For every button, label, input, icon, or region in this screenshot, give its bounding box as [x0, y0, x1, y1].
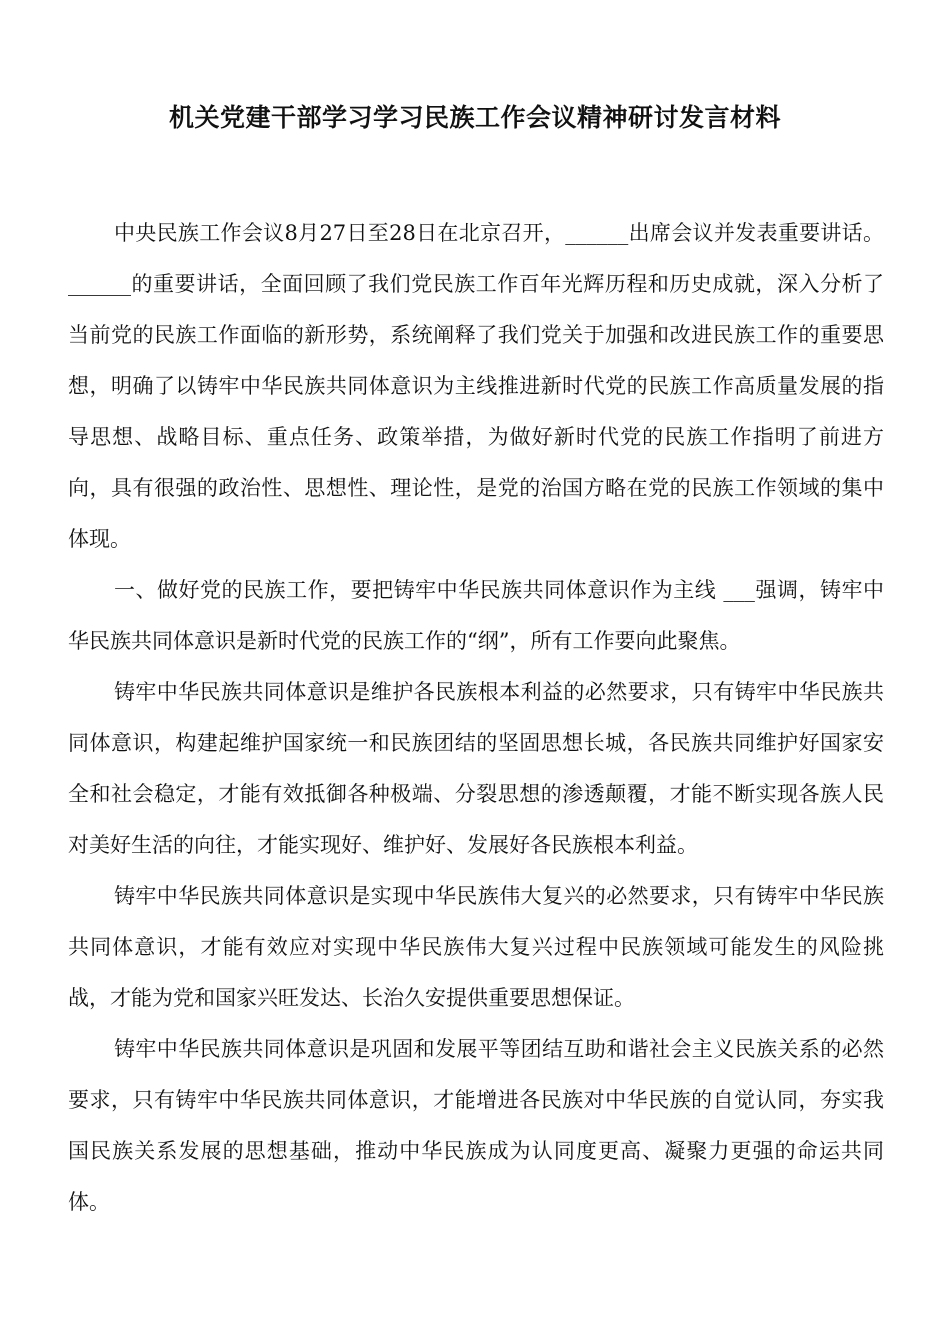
- paragraph-fundamental-interests: 铸牢中华民族共同体意识是维护各民族根本利益的必然要求，只有铸牢中华民族共同体意识，构建起维护国家统一和民族团结的坚固思想长城，各民族共同维护好国家安全和社会稳定，才能有效抵御各种极端、分裂思想的渗透颠覆，才能不断实现各族人民对美好生活的向往，才能实现好、维护好、发展好各民族根本利益。: [68, 680, 884, 857]
- document-body: [68, 208, 884, 1228]
- paragraph-national-rejuvenation: 铸牢中华民族共同体意识是实现中华民族伟大复兴的必然要求，只有铸牢中华民族共同体意识，才能有效应对实现中华民族伟大复兴过程中民族领域可能发生的风险挑战，才能为党和国家兴旺发达、长治久安提供重要思想保证。: [68, 884, 884, 1010]
- paragraph-ethnic-relations: 铸牢中华民族共同体意识是巩固和发展平等团结互助和谐社会主义民族关系的必然要求，只有铸牢中华民族共同体意识，才能增进各民族对中华民族的自觉认同，夯实我国民族关系发展的思想基础，推动中华民族成为认同度更高、凝聚力更强的命运共同体。: [68, 1037, 884, 1214]
- paragraph-intro: 中央民族工作会议8月27日至28日在北京召开，______出席会议并发表重要讲话。______的重要讲话，全面回顾了我们党民族工作百年光辉历程和历史成就，深入分析了当前党的民族工作面临的新形势，系统阐释了我们党关于加强和改进民族工作的重要思想，明确了以铸牢中华民族共同体意识为主线推进新时代党的民族工作高质量发展的指导思想、战略目标、重点任务、政策举措，为做好新时代党的民族工作指明了前进方向，具有很强的政治性、思想性、理论性，是党的治国方略在党的民族工作领域的集中体现。: [68, 221, 884, 551]
- paragraph-section-one: 一、做好党的民族工作，要把铸牢中华民族共同体意识作为主线 ___强调，铸牢中华民族共同体意识是新时代党的民族工作的“纲”，所有工作要向此聚焦。: [68, 578, 884, 653]
- document-title: 机关党建干部学习学习民族工作会议精神研讨发言材料: [168, 103, 781, 132]
